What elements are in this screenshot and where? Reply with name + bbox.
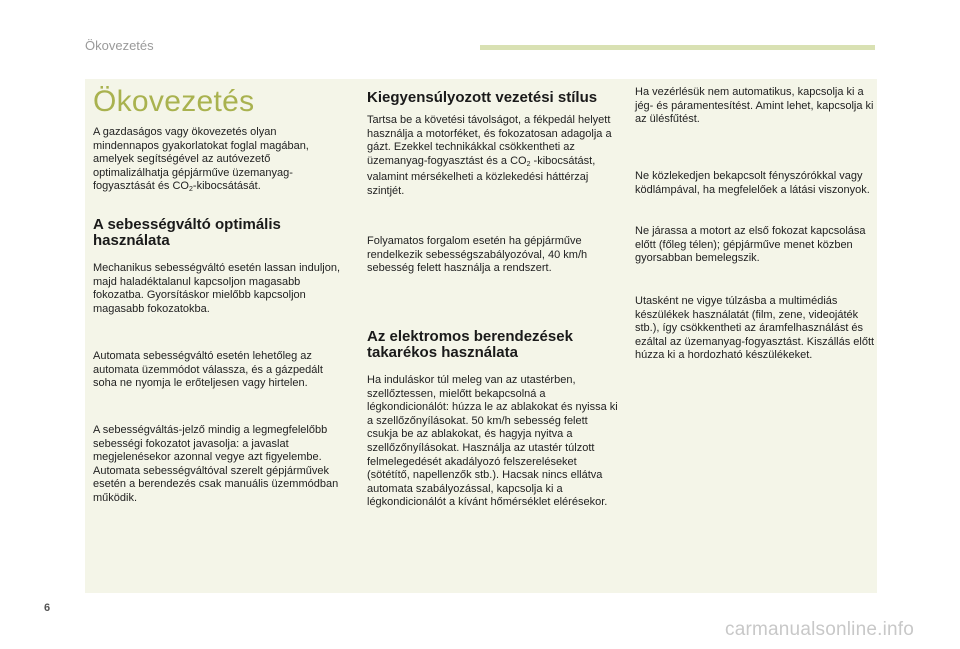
gearbox-paragraph-2: Automata sebességváltó esetén lehetőleg az automata üzemmódot válassza, és a gázpedált soha ne nyomja le erőteljesen vagy hirtelen.: [93, 350, 323, 390]
page-number: 6: [44, 602, 51, 614]
driving-style-heading: Kiegyensúlyozott vezetési stílus: [367, 89, 598, 106]
watermark: carmanualsonline.info: [725, 619, 915, 640]
gearbox-heading: A sebességváltó optimális használata: [93, 216, 281, 249]
electrical-paragraph: Ha induláskor túl meleg van az utastérben, szellőztessen, mielőtt bekapcsolná a légkondicionálót: húzza le az ablakokat és nyissa ki a szellőzőnyílásokat. 50 km/h sebesség felett csukja be az ablakokat, és hagyja nyitva a szellőzőnyílásokat. Használja az utastér túlzott felmelegedését akadályozó felszereléseket (sötétítő, napellenzők stb.). Hacsak nincs ellátva automata szabályozással, kapcsolja ki a légkondicionálót a kívánt hőmérséklet elérésekor.: [367, 374, 618, 509]
driving-style-paragraph-1: Tartsa be a követési távolságot, a fékpedál helyett használja a motorféket, és fokozatosan adagolja a gázt. Ezekkel technikákkal csökkentheti az üzemanyag-fogyasztást és a $CO_2$ -kibocsátást, valamint mérsékelheti a közlekedési háttérzaj szintjét.: [367, 114, 612, 197]
content-panel: [85, 79, 877, 593]
gearbox-paragraph-1: Mechanikus sebességváltó esetén lassan induljon, majd haladéktalanul kapcsoljon magasabb fokozatba. Gyorsításkor mielőbb kapcsoljon magasabb fokozatokba.: [93, 262, 341, 315]
gearbox-paragraph-3: A sebességváltás-jelző mindig a legmegfelelőbb sebességi fokozatot javasolja: a javaslat megjelenésekor azonnal vegye azt figyelembe. Automata sebességváltóval szerelt gépjárművek esetén a berendezés csak manuális üzemmódban működik.: [93, 424, 339, 504]
right-paragraph-1: Ha vezérlésük nem automatikus, kapcsolja ki a jég- és páramentesítést. Amint lehet, kapcsolja ki az ülésfűtést.: [635, 86, 874, 126]
page-title: Ökovezetés: [93, 85, 255, 118]
intro-paragraph: A gazdaságos vagy ökovezetés olyan mindennapos gyakorlatokat foglal magában, amelyek segítségével az autóvezető optimalizálhatja gépjárműve üzemanyag-fogyasztását és $CO_2$-kibocsátását.: [93, 126, 309, 194]
driving-style-paragraph-2: Folyamatos forgalom esetén ha gépjárműve rendelkezik sebességszabályozóval, 40 km/h sebesség felett használja a rendszert.: [367, 235, 588, 275]
right-paragraph-4: Utasként ne vigye túlzásba a multimédiás készülékek használatát (film, zene, videojáték stb.), így csökkentheti az áramfelhasználást és ezáltal az üzemanyag-fogyasztást. Kiszállás előtt húzza ki a hordozható készülékeket.: [635, 295, 875, 362]
electrical-heading: Az elektromos berendezések takarékos használata: [367, 328, 573, 361]
right-paragraph-2: Ne közlekedjen bekapcsolt fényszórókkal vagy ködlámpával, ha megfelelőek a látási viszonyok.: [635, 170, 870, 196]
right-paragraph-3: Ne járassa a motort az első fokozat kapcsolása előtt (főleg télen); gépjárműve menet közben gyorsabban bemelegszik.: [635, 225, 866, 265]
header-accent-bar: [480, 45, 875, 50]
header-section-title: Ökovezetés: [85, 38, 154, 53]
